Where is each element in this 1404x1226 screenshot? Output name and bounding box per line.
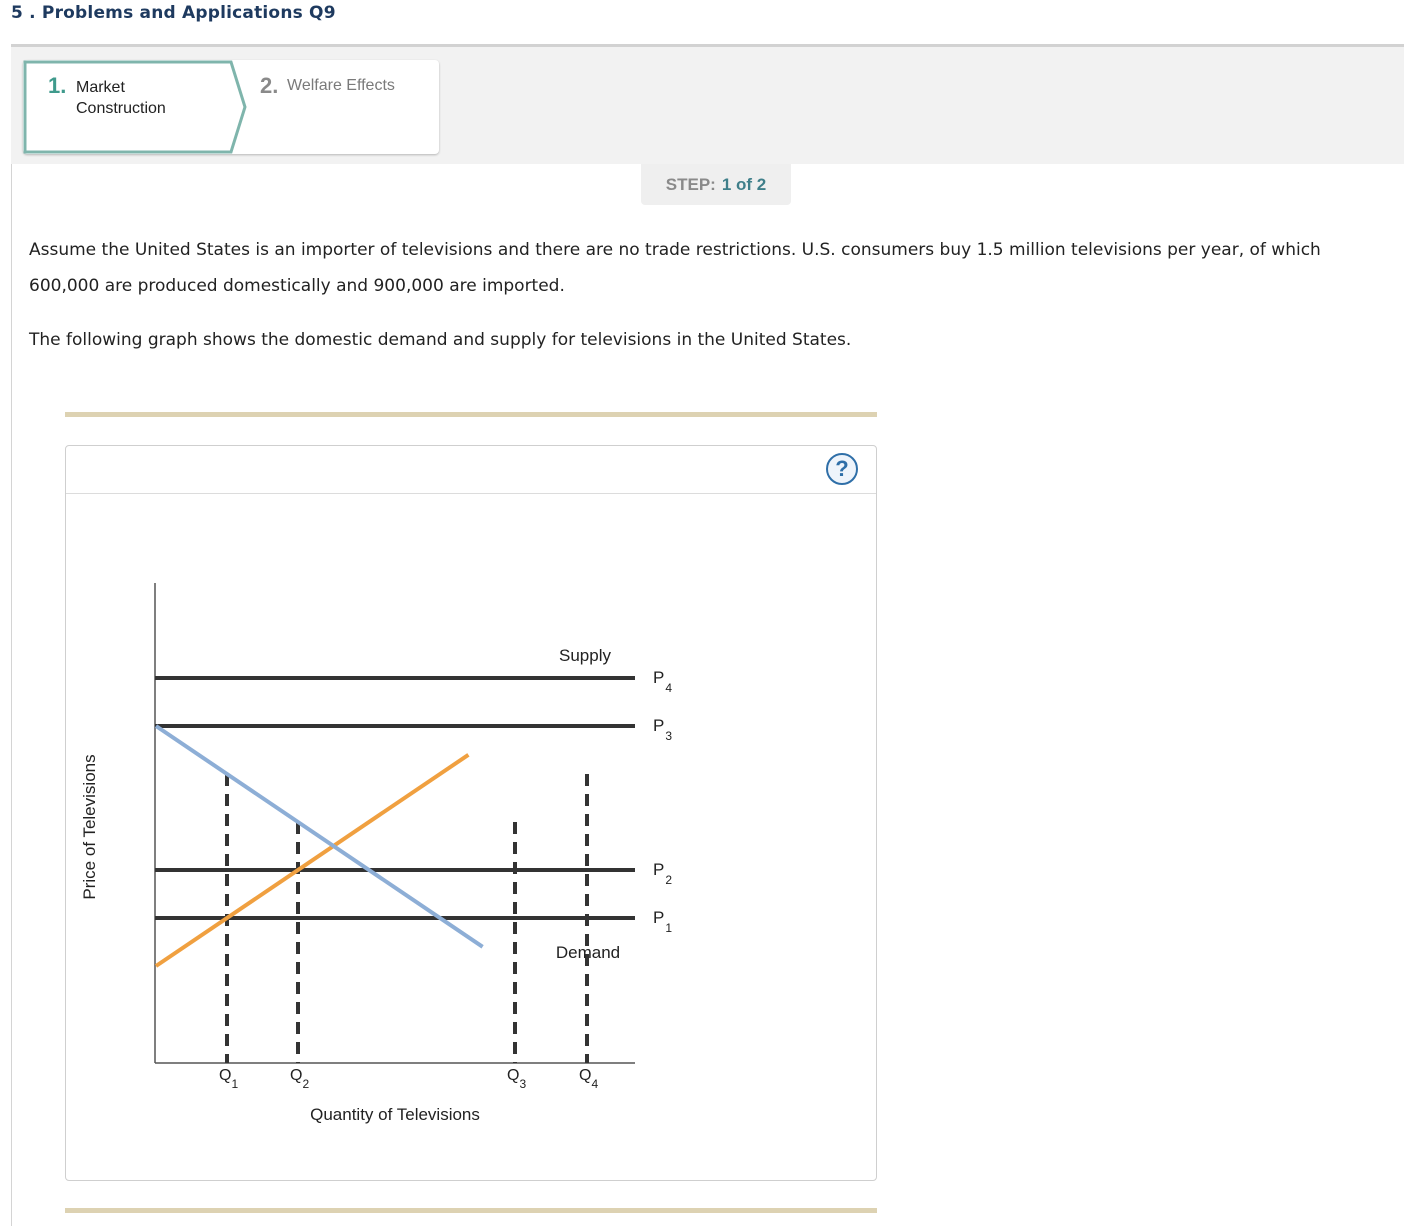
graph-panel	[65, 445, 877, 1181]
content-left-border	[11, 164, 12, 1226]
supply-demand-chart	[66, 446, 876, 1180]
graph-bottom-divider	[65, 1208, 877, 1213]
quantity-tick-label: $Q_3$	[507, 1067, 527, 1091]
step-indicator-prefix: STEP:	[665, 174, 716, 194]
graph-top-divider	[65, 412, 877, 417]
tab-label: Market Construction	[76, 79, 166, 117]
step-indicator-current: 1 of 2	[721, 174, 767, 194]
help-icon[interactable]: ?	[826, 453, 858, 485]
price-tick-label: $P_1$	[653, 908, 673, 935]
tab-number: 1.	[48, 73, 67, 98]
tab-label: Welfare Effects	[287, 77, 395, 94]
step-indicator	[641, 164, 791, 205]
x-axis-title: Quantity of Televisions	[310, 1105, 480, 1124]
tab-market-construction[interactable]	[23, 60, 245, 154]
y-axis-title: Price of Televisions	[80, 754, 99, 900]
price-tick-label: $P_3$	[653, 716, 673, 743]
tab-number: 2.	[260, 73, 279, 98]
quantity-tick-label: $Q_1$	[219, 1067, 239, 1091]
question-paragraph: The following graph shows the domestic demand and supply for televisions in the United States.	[29, 330, 852, 350]
supply-curve	[156, 755, 468, 966]
question-paragraph: Assume the United States is an importer of televisions and there are no trade restrictions. U.S. consumers buy 1.5 million televisions per year, of which 600,000 are produced domestically and 900,000 are imported.	[29, 240, 1321, 296]
step-tabs	[23, 60, 439, 154]
supply-label: Supply	[559, 646, 611, 665]
price-tick-label: $P_4$	[653, 668, 673, 695]
demand-curve	[156, 726, 483, 947]
page-title: 5 . Problems and Applications Q9	[11, 3, 336, 23]
quantity-tick-label: $Q_4$	[579, 1067, 599, 1091]
tab-welfare-effects[interactable]	[245, 60, 439, 154]
quantity-tick-label: $Q_2$	[290, 1067, 310, 1091]
demand-label: Demand	[555, 943, 621, 962]
price-tick-label: $P_2$	[653, 860, 673, 887]
